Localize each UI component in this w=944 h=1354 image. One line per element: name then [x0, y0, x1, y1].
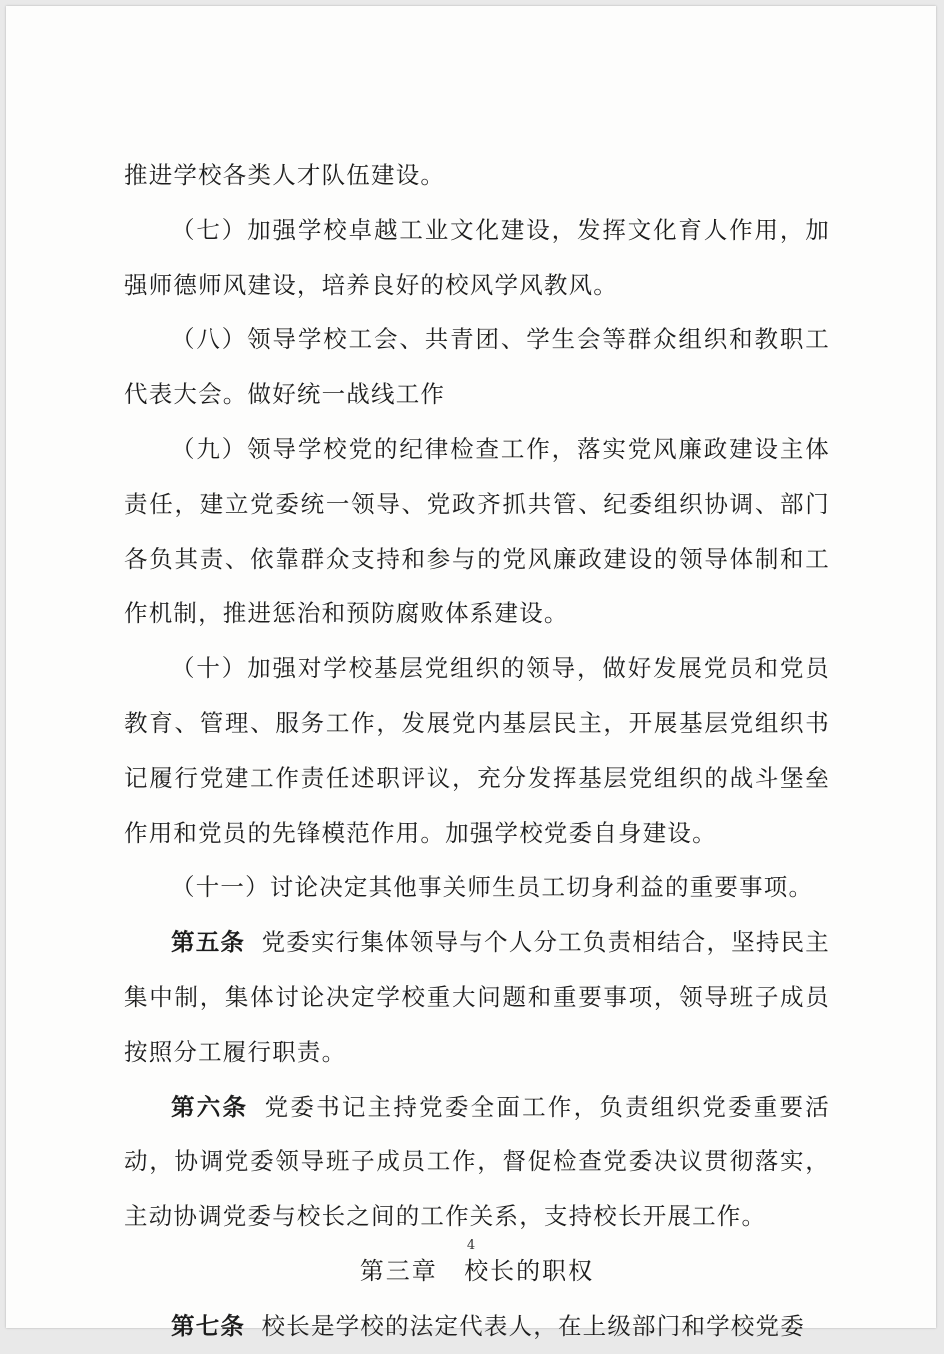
article-6-label: 第六条 [171, 1092, 249, 1121]
paragraph-item-11: （十一）讨论决定其他事关师生员工切身利益的重要事项。 [171, 873, 814, 902]
article-7-label: 第七条 [171, 1311, 246, 1340]
article-5-text: 党委实行集体领导与个人分工负责相结合，坚持民主集中制，集体讨论决定学校重大问题和重要事项，领导班子成员按照分工履行职责。 [124, 928, 830, 1066]
article-5-label: 第五条 [171, 928, 246, 957]
paragraph-item-10: （十）加强对学校基层党组织的领导，做好发展党员和党员教育、管理、服务工作，发展党内基层民主，开展基层党组织书记履行党建工作责任述职评议，充分发挥基层党组织的战斗堡垒作用和党员的先锋模范作用。加强学校党委自身建设。 [124, 654, 830, 847]
paragraph-item-7: （七）加强学校卓越工业文化建设，发挥文化育人作用，加强师德师风建设，培养良好的校风学风教风。 [124, 215, 830, 299]
article-5 [124, 915, 830, 1079]
article-7 [124, 1299, 830, 1354]
document-body [124, 148, 830, 1354]
paragraph-continued: 推进学校各类人才队伍建设。 [124, 161, 446, 189]
paragraph-item-8: （八）领导学校工会、共青团、学生会等群众组织和教职工代表大会。做好统一战线工作 [124, 325, 830, 409]
article-6-text: 党委书记主持党委全面工作，负责组织党委重要活动，协调党委领导班子成员工作，督促检查党委决议贯彻落实，主动协调党委与校长之间的工作关系，支持校长开展工作。 [124, 1092, 830, 1231]
document-page [6, 6, 936, 1340]
paragraph-item-9: （九）领导学校党的纪律检查工作，落实党风廉政建设主体责任，建立党委统一领导、党政齐抓共管、纪委组织协调、部门各负其责、依靠群众支持和参与的党风廉政建设的领导体制和工作机制，推进惩治和预防腐败体系建设。 [124, 434, 830, 628]
chapter-title: 校长的职权 [464, 1256, 595, 1285]
chapter-number: 第三章 [359, 1256, 438, 1285]
article-7-text: 校长是学校的法定代表人，在上级部门和学校党委 [261, 1311, 805, 1340]
page-number: 4 [466, 1238, 476, 1253]
article-6 [124, 1080, 830, 1244]
